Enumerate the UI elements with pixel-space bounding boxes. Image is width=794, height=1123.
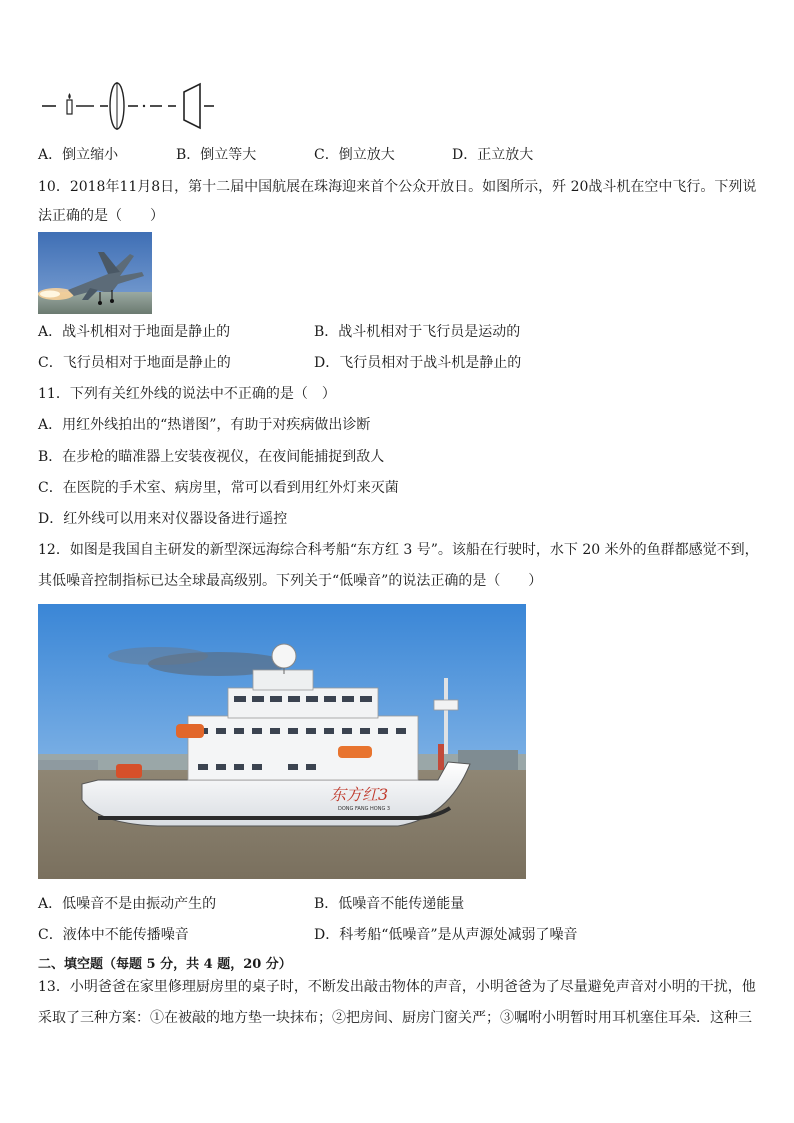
q13-line1: 13．小明爸爸在家里修理厨房里的桌子时，不断发出敲击物体的声音，小明爸爸为了尽量避免声音对小明的干扰，他 (38, 979, 756, 995)
q11-option-d: D．红外线可以用来对仪器设备进行遥控 (38, 511, 288, 527)
q12-stem-line1: 12．如图是我国自主研发的新型深远海综合科考船“东方红 3 号”。该船在行驶时，水下 20 米外的鱼群都感觉不到， (38, 542, 759, 558)
q10-stem-line1: 10．2018年11月8日，第十二届中国航展在珠海迎来首个公众开放日。如图所示，歼 20战斗机在空中飞行。下列说 (38, 179, 757, 195)
q10-option-b: B．战斗机相对于飞行员是运动的 (314, 324, 521, 340)
q11-stem: 11．下列有关红外线的说法中不正确的是（ ） (38, 386, 336, 402)
q12-option-d: D．科考船“低噪音”是从声源处减弱了噪音 (314, 927, 578, 943)
ship-name-text: 东方红3 (330, 785, 389, 804)
q10-option-a: A．战斗机相对于地面是静止的 (38, 324, 231, 340)
q12-option-b: B．低噪音不能传递能量 (314, 896, 465, 912)
q9-option-d: D．正立放大 (452, 147, 534, 163)
q9-option-c: C．倒立放大 (314, 147, 395, 163)
convex-lens-icon (110, 82, 124, 130)
fighter-jet-photo (38, 232, 152, 314)
q9-option-b: B．倒立等大 (176, 147, 257, 163)
research-ship-photo (38, 604, 526, 879)
q12-stem-line2: 其低噪音控制指标已达全球最高级别。下列关于“低噪音”的说法正确的是（ ） (38, 573, 543, 589)
optics-diagram (38, 80, 218, 132)
q12-option-c: C．液体中不能传播噪音 (38, 927, 189, 943)
q13-line2: 采取了三种方案：①在被敲的地方垫一块抹布；②把房间、厨房门窗关严；③嘱咐小明暂时用耳机塞住耳朵．这种三 (38, 1010, 752, 1026)
candle-icon (67, 93, 72, 114)
q12-option-a: A．低噪音不是由振动产生的 (38, 896, 217, 912)
q11-option-a: A．用红外线拍出的“热谱图”，有助于对疾病做出诊断 (38, 417, 371, 433)
q10-option-c: C．飞行员相对于地面是静止的 (38, 355, 231, 371)
q10-option-d: D．飞行员相对于战斗机是静止的 (314, 355, 522, 371)
screen-icon (184, 84, 200, 128)
ship-name-latin-text: DONG FANG HONG 3 (338, 806, 391, 812)
q10-stem-line2: 法正确的是（ ） (38, 208, 164, 224)
q9-option-a: A．倒立缩小 (38, 147, 119, 163)
q11-option-b: B．在步枪的瞄准器上安装夜视仪，在夜间能捕捉到敌人 (38, 449, 385, 465)
q11-option-c: C．在医院的手术室、病房里，常可以看到用红外灯来灭菌 (38, 480, 399, 496)
section-heading: 二、填空题（每题 5 分，共 4 题，20 分） (38, 957, 292, 972)
